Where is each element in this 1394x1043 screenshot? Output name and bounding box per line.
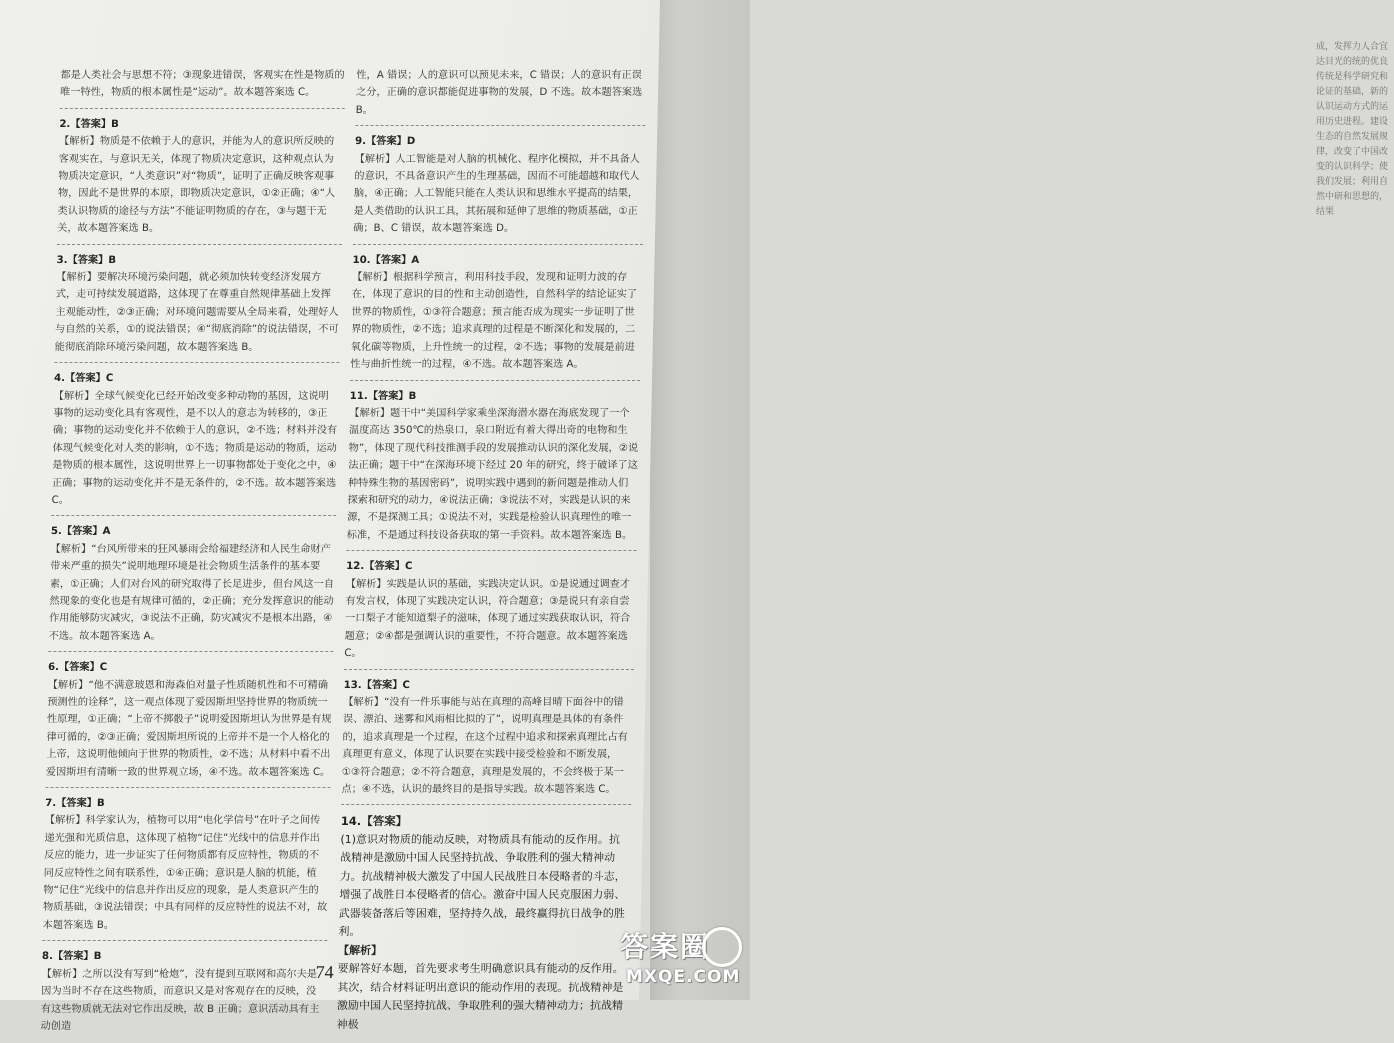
question-block (54, 247, 341, 363)
explanation: 【解析】题干中“美国科学家乘坐深海潜水器在海底发现了一个温度高达 350℃的热泉口，泉口附近有着大得出奇的电物和生物”，体现了现代科技推测手段的发展推动认识的深化发展，②说法正确；题干中“在深海环境下经过 20 年的研究，终于破译了这种特殊生物的基因密码”，说明实践中遇到的新问题是推动人们探索和研究的动力，④说法正确；③说法不对，实践是认识的来源，不是探测工具；①说法不对，实践是检验认识真理性的唯一标准，不是通过科技设备获取的第一手资料。故本题答案选 B。 (346, 407, 639, 541)
question-block (40, 943, 327, 1041)
explanation: 【解析】要解决环境污染问题，就必须加快转变经济发展方式，走可持续发展道路，这体现了在尊重自然规律基础上发挥主观能动性，②③正确；对环境问题需要从全局来看，处理好人与自然的关系，①的说法错误；④“彻底消除”的说法错误，不可能彻底消除环境污染问题，故本题答案选 B。 (54, 272, 339, 353)
analysis-label: 【解析】 (337, 943, 383, 957)
answer-label: 6.【答案】C (47, 662, 108, 674)
answer-label: 10.【答案】A (352, 254, 420, 266)
explanation: 【解析】人工智能是对人脑的机械化、程序化模拟，并不具备人的意识，不具备意识产生的生理基础，因而不可能超越和取代人脑，④正确；人工智能只能在人类认识和思维水平提高的结果，是人类借助的认识工具，其拓展和延伸了思维的物质基础，①正确；B、C 错误，故本题答案选 D。 (353, 153, 641, 235)
answer-label: 5.【答案】A (50, 526, 111, 538)
explanation: 【解析】科学家认为，植物可以用“电化学信号”在叶子之间传递光强和光质信息，这体现了植物“记住”光线中的信息并作出反应的能力，进一步证实了任何物质都有反应特性，物质的不同反应特性之间有联系性，①④正确；意识是人脑的机能，植物“记住”光线中的信息并作出反应的现象，是人类意识产生的物质基础，③说法错误；中具有同样的反应特性的说法不对，故本题答案选 B。 (42, 815, 328, 931)
watermark-url: MXQE.COM (626, 967, 741, 987)
question-block (350, 247, 643, 381)
explanation: 【解析】“台风所带来的狂风暴雨会给福建经济和人民生命财产带来严重的损失”说明地理环境是社会物质生活条件的基本要素，①正确；人们对台风的研究取得了长足进步，但台风这一自然现象的变化也是有规律可循的，②正确；充分发挥意识的能动作用能够防灾减灾，③说法不正确，防灾减灾不是根本出路，④不选。故本题答案选 A。 (48, 543, 335, 642)
answer-label: 4.【答案】C (53, 373, 114, 385)
watermark-circle-icon (702, 927, 742, 967)
explanation: 【解析】实践是认识的基础，实践决定认识。①是说通过调查才有发言权，体现了实践决定认识，符合题意；③是说只有亲自尝一口梨子才能知道梨子的滋味，体现了通过实践获取认识，符合题意；②④都是强调认识的重要性，不符合题意。故本题答案选 C。 (344, 578, 631, 660)
question-block (51, 365, 339, 516)
question-block (42, 790, 330, 941)
answer-paragraph: (1)意识对物质的能动反映，对物质具有能动的反作用。抗战精神是激励中国人民坚持抗战、争取胜利的强大精神动力。抗战精神极大激发了中国人民战胜日本侵略者的斗志，增强了战胜日本侵略者的信心。激奋中国人民克服困力弱、武器装备落后等困难，坚持持久战，最终赢得抗日战争的胜利。 (338, 832, 626, 939)
question-block (45, 654, 333, 788)
question-block (344, 553, 636, 669)
explanation: 【解析】物质是不依赖于人的意识，并能为人的意识所反映的客观实在，与意识无关，体现了物质决定意识，这种观点认为物质决定意识，“人类意识”对“物质”，证明了正确反映客观事物，因此不是世界的本原，即物质决定意识，①②正确；④“人类认识物质的途径与方法”不能证明物质的存在，③与题干无关，故本题答案选 B。 (57, 136, 336, 235)
explanation: 【解析】根据科学预言，利用科技手段，发现和证明力波的存在，体现了意识的目的性和主动创造性，自然科学的结论证实了世界的物质性，①③符合题意；预言能否成为现实一步证明了世界的物质性，②不选；追求真理的过程是不断深化和发展的，二氧化碳等物质，上升性统一的过程，②不选；事物的发展是前进性与曲折性统一的过程，④不选。故本题答案选 A。 (350, 272, 638, 371)
question-block (60, 62, 346, 109)
answer-label: 2.【答案】B (59, 118, 119, 130)
left-column (40, 62, 346, 1043)
question-block (346, 383, 640, 552)
explanation: 【解析】全球气候变化已经开始改变多种动物的基因，这说明事物的运动变化具有客观性，是不以人的意志为转移的，③正确；事物的运动变化并不依赖于人的意识，②不选；材料并没有体现气候变化对人类的影响，①不选；物质是运动的物质，运动是物质的根本属性，这说明世界上一切事物都处于变化之中，④正确；事物的运动变化并不是无条件的，②不选。故本题答案选 C。 (51, 390, 338, 506)
watermark-logo (620, 925, 745, 995)
question-block (336, 807, 631, 1040)
explanation: 【解析】“没有一件乐事能与站在真理的高峰目晴下面谷中的错误、漂泊、迷雾和风雨相比拟的了”，说明真理是具体的有条件的，追求真理是一个过程，在这个过程中追求和探索真理比占有真理更有意义，体现了认识要在实践中接受检验和不断发展，①③符合题意；②不符合题意，真理是发展的，不会终极于某一点；④不选，认识的最终目的是指导实践。故本题答案选 C。 (341, 697, 628, 796)
page-number: 74 (315, 962, 334, 982)
answer-label: 7.【答案】B (45, 798, 105, 810)
question-block (355, 62, 646, 126)
watermark-logo-text: 答案圈 (620, 930, 711, 963)
answer-label: 9.【答案】D (354, 136, 416, 148)
adjacent-page-text: 成，发挥力人合宜达目光的统的优良传统是科学研究和论证的基础，新的认识运动方式的运用历史进程。建设生态的自然发展规律，改变了中国改变的认识科学；使我们发展；利用自然中研和思想的，结果 (1316, 42, 1389, 217)
right-column (336, 62, 647, 1042)
adjacent-page (650, 0, 1389, 1000)
explanation: 【解析】之所以没有写到“枪炮”，没有提到互联网和高尔夫是因为当时不存在这些物质，而意识又是对客观存在的反映，没有这些物质就无法对它作出反映，故 B 正确；意识活动具有主动创造 (40, 968, 320, 1032)
explanation: 【解析】“他不满意玻恩和海森伯对量子性质随机性和不可精确预测性的诠释”，这一观点体现了爱因斯坦坚持世界的物质统一性原理，①正确；“上帝不掷骰子”说明爱因斯坦认为世界是有规律可循的，②③正确；爱因斯坦所说的上帝并不是一个人格化的上帝，这说明他倾向于世界的物质性，②不选；从材料中看不出爱因斯坦有清晰一致的世界观立场，④不选。故本题答案选 C。 (45, 679, 332, 778)
question-block (353, 128, 645, 244)
document-page (0, 0, 660, 1032)
explanation: 都是人类社会与思想不符；③现象进错误，客观实在性是物质的唯一特性，物质的根本属性是“运动”。故本题答案选 C。 (59, 70, 345, 99)
answer-label: 12.【答案】C (346, 561, 413, 573)
analysis-paragraph: 要解答好本题，首先要求考生明确意识具有能动的反作用。其次，结合材料证明出意识的能动作用的表现。抗战精神是激励中国人民坚持抗战、争取胜利的强大精神动力；抗战精神极 (336, 962, 624, 1031)
question-block (57, 111, 345, 245)
explanation: 性，A 错误；人的意识可以预见未来，C 错误；人的意识有正误之分，正确的意识都能促进事物的发展，D 不选。故本题答案选 B。 (355, 70, 643, 116)
question-block (48, 518, 336, 652)
answer-label: 11.【答案】B (349, 390, 417, 402)
answer-label: 3.【答案】B (56, 254, 117, 266)
answer-label: 14.【答案】 (340, 814, 408, 829)
answer-label: 8.【答案】B (41, 951, 102, 963)
question-block (341, 672, 634, 806)
answer-label: 13.【答案】C (343, 679, 411, 691)
